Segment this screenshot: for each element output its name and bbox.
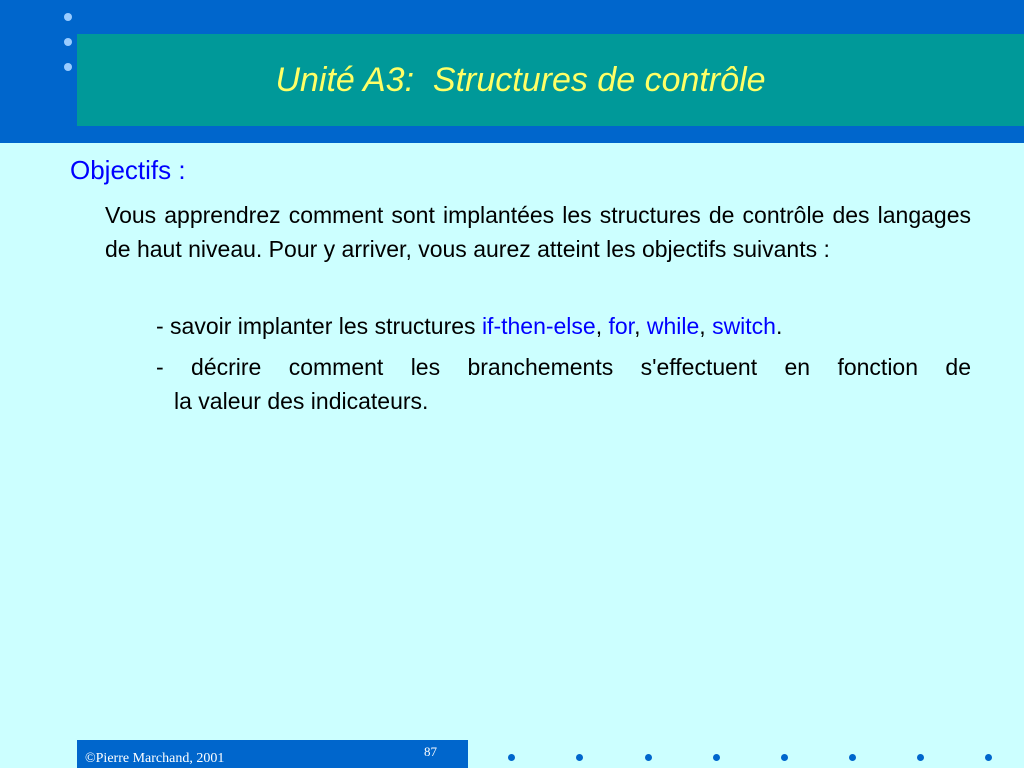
header-dot [64,63,72,71]
footer-dot [781,754,788,761]
objective-text-line: la valeur des indicateurs. [174,388,429,414]
header-dot [64,38,72,46]
keyword-while: while [646,313,700,339]
title-box [77,34,1024,126]
separator: , [634,313,647,339]
footer-credit: ©Pierre Marchand, 2001 [85,751,225,766]
keyword-switch: switch [712,313,776,339]
footer-dot [849,754,856,761]
separator: , [595,313,609,339]
slide-title: Unité A3: Structures de contrôle [275,60,766,99]
page-number: 87 [424,744,437,759]
keyword-if-then-else: if-then-else [481,313,596,339]
objective-item [156,350,971,418]
section-heading: Objectifs : [70,155,186,185]
keyword-for: for [608,313,635,339]
header-dot [64,13,72,21]
period: . [775,313,783,339]
footer-dot [985,754,992,761]
objective-text-line: - décrire comment les branchements s'effectuent en fonction de [156,354,971,380]
footer-dot [713,754,720,761]
footer-dot [508,754,515,761]
footer-dot [917,754,924,761]
objective-item [156,309,971,343]
separator: , [699,313,713,339]
footer-dot [645,754,652,761]
intro-paragraph: Vous apprendrez comment sont implantées les structures de contrôle des langages de haut niveau. Pour y arriver, vous aurez atteint les objectifs suivants : [105,202,971,262]
footer-dot [576,754,583,761]
objective-text: - savoir implanter les structures [156,313,482,339]
